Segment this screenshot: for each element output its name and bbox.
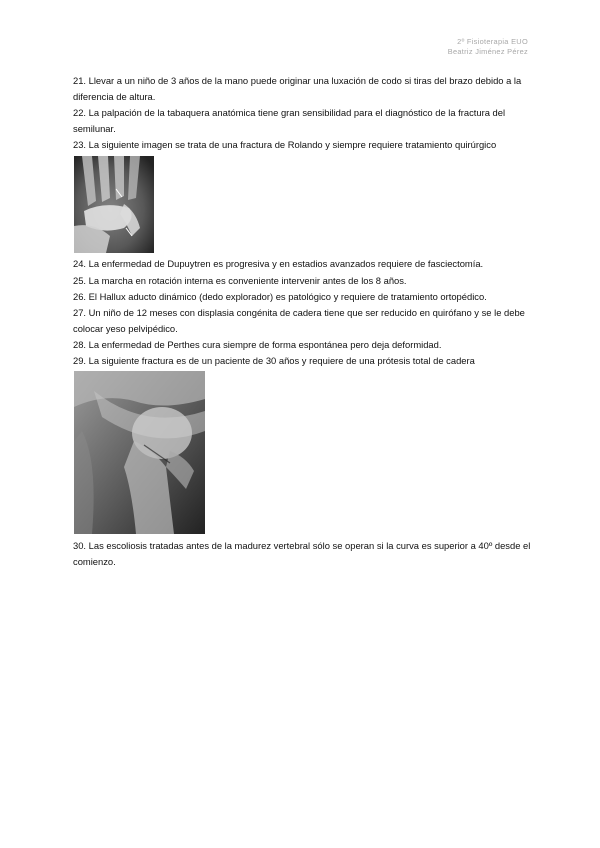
question-30: 30. Las escoliosis tratadas antes de la madurez vertebral sólo se operan si la curva es superior a 40º desde el comienzo.	[73, 540, 531, 568]
question-26: 26. El Hallux aducto dinámico (dedo explorador) es patológico y requiere de tratamiento ortopédico.	[73, 290, 487, 302]
header-author: Beatriz Jiménez Pérez	[447, 47, 528, 56]
question-21: 21. Llevar a un niño de 3 años de la mano puede originar una luxación de codo si tiras del brazo debido a la diferencia de altura.	[73, 75, 522, 103]
header-course: 2º Fisioterapia EUO	[457, 37, 528, 46]
page-header	[448, 37, 528, 57]
question-25: 25. La marcha en rotación interna es conveniente intervenir antes de los 8 años.	[73, 274, 407, 286]
question-22: 22. La palpación de la tabaquera anatómica tiene gran sensibilidad para el diagnóstico de la fractura del semilunar.	[73, 107, 506, 135]
question-29: 29. La siguiente fractura es de un paciente de 30 años y requiere de una prótesis total de cadera	[73, 355, 475, 367]
hip-xray-image	[74, 371, 205, 534]
question-27: 27. Un niño de 12 meses con displasia congénita de cadera tiene que ser reducido en quirófano y se le debe colocar yeso pelvipédico.	[73, 306, 525, 334]
question-23: 23. La siguiente imagen se trata de una fractura de Rolando y siempre requiere tratamiento quirúrgico	[73, 139, 497, 151]
question-24: 24. La enfermedad de Dupuytren es progresiva y en estadios avanzados requiere de fasciectomía.	[73, 258, 484, 270]
hand-xray-image	[74, 156, 154, 253]
questions-list	[73, 73, 533, 570]
question-28: 28. La enfermedad de Perthes cura siempre de forma espontánea pero deja deformidad.	[73, 338, 442, 350]
